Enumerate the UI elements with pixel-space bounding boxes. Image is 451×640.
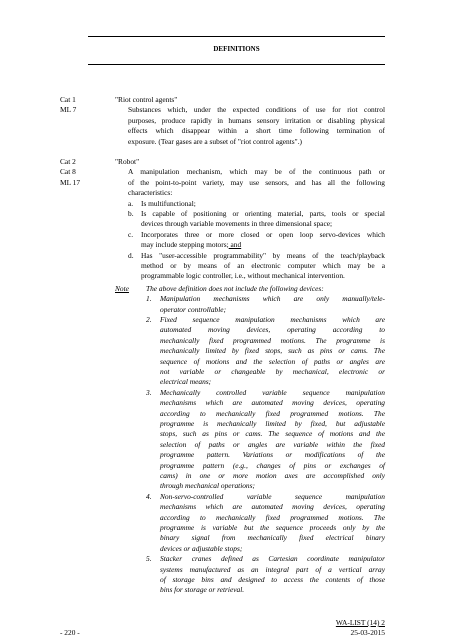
- note-item-text: Non-servo-controlled variable sequence manipulation: [160, 491, 385, 501]
- note-item-text: Stacker cranes defined as Cartesian coordinate manipulator: [160, 554, 385, 564]
- note-item-text: automated moving devices, operating according to: [160, 325, 385, 335]
- category-code: Cat 2: [60, 157, 76, 166]
- note-item-text: mechanisms which are automated moving devices, operating: [160, 502, 385, 512]
- note-item-text: programme pattern (e.g., changes of pins or exchanges of: [160, 460, 385, 470]
- note-item-text: stops, such as pins or cams. The sequence of motions and the: [160, 429, 385, 439]
- note-number: 4.: [146, 491, 152, 501]
- note-item-text: Fixed sequence manipulation mechanisms which are: [160, 315, 385, 324]
- definition-text: purposes, produce rapidly in humans sensory irritation or disabling physical: [128, 115, 385, 125]
- note-item-text: selection of paths or angles are variable within the fixed: [160, 439, 385, 449]
- term-heading: "Riot control agents": [115, 95, 178, 104]
- note-item-text: electrical means;: [160, 377, 212, 387]
- document-date: 25-03-2015: [350, 628, 385, 637]
- note-item-text: according to mechanically fixed programmed motions. The: [160, 512, 385, 522]
- document-id: WA-LIST (14) 2: [335, 618, 385, 627]
- note-item-text: Manipulation mechanisms which are only manually/tele-: [160, 294, 385, 304]
- list-marker: d.: [128, 250, 134, 260]
- list-marker: b.: [128, 209, 134, 218]
- term-heading: "Robot": [115, 157, 140, 166]
- list-item-text: programmable logic controller, i.e., without mechanical intervention.: [141, 271, 345, 281]
- note-item-text: programme is variable but the sequence proceeds only by the: [160, 523, 385, 532]
- note-item-text: bins for storage or retrieval.: [160, 585, 245, 595]
- note-item-text: Mechanically controlled variable sequence manipulation: [160, 387, 385, 397]
- list-item-text: Is multifunctional;: [141, 198, 196, 208]
- definition-text: effects which disappear within a short time following termination of: [128, 126, 385, 136]
- note-number: 5.: [146, 554, 152, 564]
- note-item-text: of storage bins and designed to access the contents of those: [160, 575, 385, 584]
- definition-text: of the point-to-point variety, may use sensors, and has all the following: [128, 177, 385, 187]
- note-item-text: through mechanical operations;: [160, 481, 255, 491]
- definition-text: A manipulation mechanism, which may be of the continuous path or: [128, 167, 385, 177]
- note-item-text: not variable or changeable by mechanical, electronic or: [160, 367, 385, 376]
- header-top-rule: [88, 36, 385, 37]
- definition-text: characteristics:: [128, 188, 173, 198]
- conjunction: and: [228, 240, 242, 250]
- note-item-text: cams) in one or more motion axes are accomplished only: [160, 471, 385, 480]
- list-marker: a.: [128, 198, 134, 208]
- list-item-text: devices through variable movements in three dimensional space;: [141, 219, 333, 229]
- note-item-text: programme is mechanically limited by fixed, but adjustable: [160, 419, 385, 428]
- list-item-text: Is capable of positioning or orienting material, parts, tools or special: [141, 209, 385, 218]
- note-item-text: mechanically fixed programmed motions. The programme is: [160, 335, 385, 345]
- category-code: ML 17: [60, 177, 81, 187]
- note-intro: The above definition does not include the following devices:: [146, 283, 324, 293]
- note-item-text: devices or adjustable stops;: [160, 543, 243, 553]
- list-item-text: Incorporates three or more closed or open loop servo-devices which: [141, 229, 385, 239]
- category-code: Cat 8: [60, 167, 76, 177]
- note-number: 1.: [146, 294, 152, 304]
- definition-text: Substances which, under the expected conditions of use for riot control: [128, 105, 385, 115]
- page-title: DEFINITIONS: [213, 45, 260, 53]
- note-item-text: according to mechanically fixed programmed motions. The: [160, 408, 385, 418]
- note-item-text: mechanically limited by fixed stops, such as pins or cams. The: [160, 346, 385, 356]
- note-number: 2.: [146, 315, 152, 324]
- header-bottom-rule: [88, 64, 385, 65]
- note-label: Note: [115, 283, 129, 293]
- note-item-text: systems manufactured as an integral part of a vertical array: [160, 564, 385, 574]
- note-number: 3.: [146, 387, 152, 397]
- note-item-text: sequence of motions and the selection of paths or angles are: [160, 356, 385, 366]
- list-item-text: method or by means of an electronic computer which may be a: [141, 261, 385, 270]
- note-item-text: binary signal from mechanically fixed electrical binary: [160, 533, 385, 543]
- list-marker: c.: [128, 229, 134, 239]
- page-number: - 220 -: [60, 628, 80, 637]
- category-code: ML 7: [60, 105, 77, 115]
- list-item-text: Has "user-accessible programmability" by means of the teach/playback: [141, 250, 385, 260]
- definition-text: exposure. (Tear gases are a subset of "riot control agents".): [128, 136, 303, 146]
- note-item-text: operator controllable;: [160, 304, 227, 314]
- note-item-text: programme pattern. Variations or modifications of the: [160, 450, 385, 460]
- category-code: Cat 1: [60, 95, 76, 104]
- list-item-text: may include stepping motors; and: [141, 240, 242, 250]
- note-item-text: mechanisms which are automated moving devices, operating: [160, 398, 385, 408]
